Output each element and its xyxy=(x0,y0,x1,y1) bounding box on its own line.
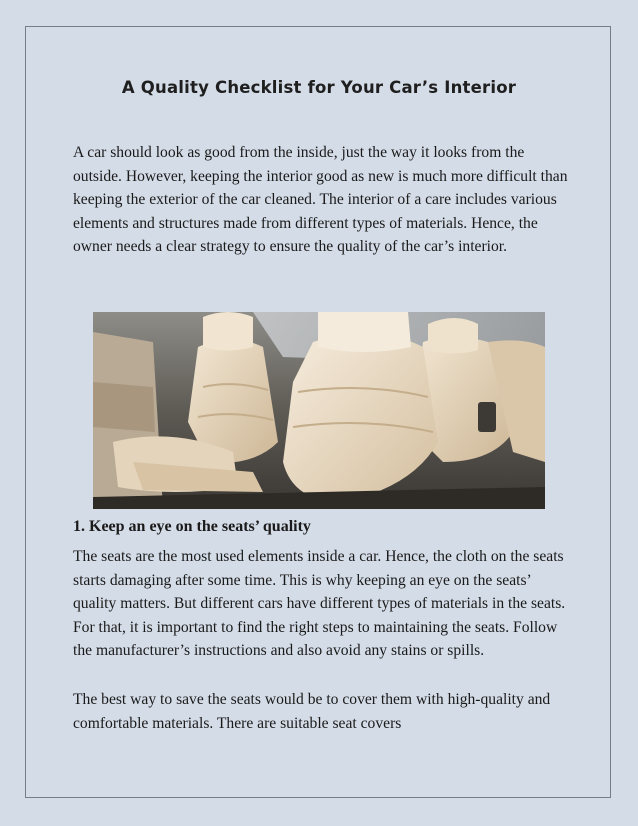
section-paragraph-continued: The best way to save the seats would be to cover them with high-quality and comfortable materials. There are suitable seat covers xyxy=(73,691,551,732)
section-heading: 1. Keep an eye on the seats’ quality xyxy=(73,518,311,535)
document-title: A Quality Checklist for Your Car’s Interior xyxy=(121,78,517,97)
intro-paragraph: A car should look as good from the inside, just the way it looks from the outside. However, keeping the interior good as new is much more difficult than keeping the exterior of the car cleaned. The interior of a care includes various elements and structures made from different types of materials. Hence, the owner needs a clear strategy to ensure the quality of the car’s interior. xyxy=(73,144,568,256)
section-paragraph: The seats are the most used elements inside a car. Hence, the cloth on the seats starts damaging after some time. This is why keeping an eye on the seats’ quality matters. But different cars have different types of materials in the seats. For that, it is important to find the right steps to maintaining the seats. Follow the manufacturer’s instructions and also avoid any stains or spills. xyxy=(73,548,566,660)
car-interior-photo xyxy=(93,312,545,509)
